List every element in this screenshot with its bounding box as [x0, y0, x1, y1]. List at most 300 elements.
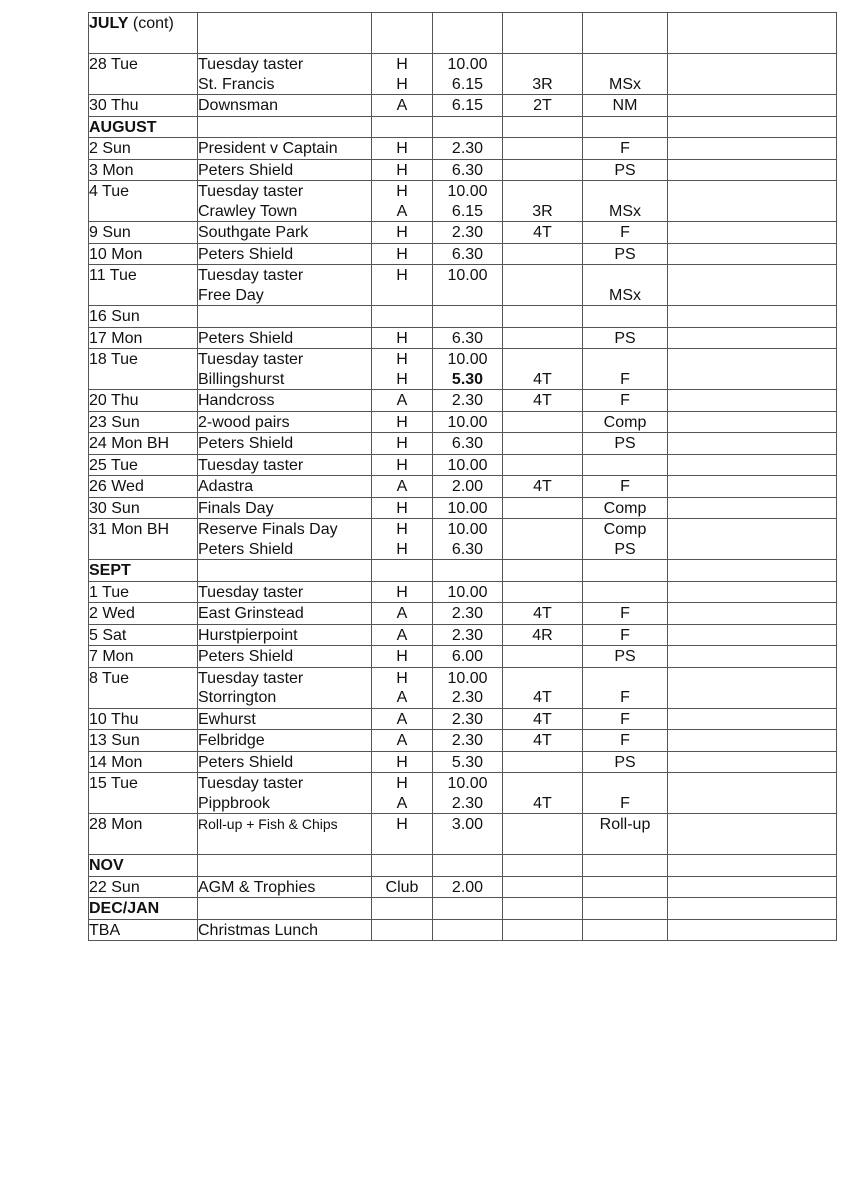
type-text: [583, 307, 667, 327]
time-text: 10.00: [447, 521, 488, 538]
team-text: [503, 753, 582, 773]
home-away-text: H: [396, 669, 408, 687]
month-row: [89, 898, 837, 920]
fixture-time: [433, 243, 503, 265]
fixture-team: [503, 159, 583, 181]
home-away-text: A: [396, 732, 408, 749]
fixture-event: [198, 519, 372, 560]
fixture-team: [503, 433, 583, 455]
fixture-time: [433, 327, 503, 349]
fixture-home-away: [372, 349, 433, 390]
fixture-date: 14 Mon: [89, 751, 198, 773]
team-text: 4T: [533, 732, 552, 749]
fixture-team: [503, 919, 583, 941]
type-text: Comp: [603, 499, 647, 517]
fixture-team: [503, 497, 583, 519]
fixture-type: [583, 181, 668, 222]
fixture-home-away: [372, 919, 433, 941]
fixture-row: [89, 876, 837, 898]
fixture-event: [198, 306, 372, 328]
home-away-text: H: [396, 413, 408, 431]
type-text: [583, 669, 667, 689]
fixture-event: [198, 476, 372, 498]
fixture-time: [433, 306, 503, 328]
empty-cell: [198, 898, 372, 920]
home-away-text: H: [396, 435, 408, 452]
empty-cell: [372, 13, 433, 54]
home-away-text: H: [396, 648, 408, 665]
fixture-team: [503, 222, 583, 244]
fixture-time: [433, 730, 503, 752]
type-text: [583, 456, 667, 476]
fixture-time: [433, 454, 503, 476]
fixture-home-away: [372, 454, 433, 476]
fixture-time: [433, 159, 503, 181]
type-text: F: [620, 224, 630, 241]
event-text: Crawley Town: [198, 202, 298, 220]
empty-cell: [668, 454, 837, 476]
team-text: [503, 307, 582, 327]
team-text: [503, 182, 582, 202]
type-text: Roll-up: [599, 816, 651, 833]
event-text: Tuesday taster: [198, 56, 304, 73]
event-text: Peters Shield: [198, 435, 294, 452]
type-text: F: [620, 689, 630, 706]
type-text: [583, 774, 667, 794]
fixture-type: [583, 349, 668, 390]
type-text: MSx: [609, 202, 641, 220]
home-away-text: A: [396, 626, 408, 644]
fixture-team: [503, 265, 583, 306]
fixture-time: [433, 411, 503, 433]
fixture-type: [583, 730, 668, 752]
fixture-date: 2 Wed: [89, 603, 198, 625]
home-away-text: H: [396, 183, 408, 200]
time-text: 3.00: [451, 816, 484, 833]
fixture-team: [503, 390, 583, 412]
team-text: [503, 774, 582, 794]
event-text: Tuesday taster: [198, 183, 304, 200]
time-text: 2.30: [451, 605, 484, 622]
fixture-type: [583, 390, 668, 412]
fixture-date: 1 Tue: [89, 581, 198, 603]
team-text: [503, 921, 582, 941]
fixture-event: [198, 349, 372, 390]
type-text: [583, 55, 667, 75]
empty-cell: [198, 116, 372, 138]
type-text: F: [620, 732, 630, 749]
fixture-type: [583, 454, 668, 476]
type-text: [583, 266, 667, 286]
event-text: Reserve Finals Day: [198, 521, 338, 538]
fixture-row: [89, 433, 837, 455]
event-text: Tuesday taster: [198, 775, 304, 792]
home-away-text: H: [396, 456, 408, 474]
team-text: [503, 499, 582, 519]
fixture-time: [433, 581, 503, 603]
fixture-row: [89, 54, 837, 95]
event-text: Hurstpierpoint: [198, 626, 298, 644]
fixture-type: [583, 581, 668, 603]
fixture-type: [583, 876, 668, 898]
empty-cell: [668, 773, 837, 814]
type-text: PS: [614, 245, 636, 263]
fixture-home-away: [372, 327, 433, 349]
fixture-row: [89, 581, 837, 603]
fixture-time: [433, 138, 503, 160]
event-text: Handcross: [198, 392, 275, 409]
time-text: 6.00: [451, 648, 484, 665]
fixture-time: [433, 390, 503, 412]
event-text: Finals Day: [198, 499, 274, 517]
month-row: [89, 116, 837, 138]
fixture-event: [198, 646, 372, 668]
home-away-text: A: [396, 392, 408, 409]
empty-cell: [668, 855, 837, 877]
time-text: 10.00: [447, 499, 488, 517]
type-text: F: [620, 626, 630, 644]
team-text: [503, 139, 582, 159]
fixture-time: [433, 919, 503, 941]
fixture-home-away: [372, 497, 433, 519]
fixture-date: 15 Tue: [89, 773, 198, 814]
home-away-text: H: [396, 521, 408, 538]
event-text: Peters Shield: [198, 245, 294, 263]
fixture-type: [583, 476, 668, 498]
fixture-row: [89, 730, 837, 752]
empty-cell: [668, 265, 837, 306]
type-text: Comp: [603, 521, 647, 538]
fixture-date: 4 Tue: [89, 181, 198, 222]
fixture-type: [583, 327, 668, 349]
empty-cell: [583, 855, 668, 877]
fixture-home-away: [372, 708, 433, 730]
fixture-time: [433, 876, 503, 898]
time-text: [433, 286, 502, 306]
fixture-home-away: [372, 243, 433, 265]
team-text: [503, 456, 582, 476]
type-text: F: [620, 605, 630, 622]
fixture-event: [198, 581, 372, 603]
fixture-event: [198, 243, 372, 265]
empty-cell: [668, 730, 837, 752]
team-text: [503, 55, 582, 75]
fixture-team: [503, 327, 583, 349]
empty-cell: [583, 116, 668, 138]
fixture-row: [89, 243, 837, 265]
fixture-time: [433, 667, 503, 708]
empty-cell: [668, 519, 837, 560]
fixture-row: [89, 181, 837, 222]
type-text: PS: [614, 435, 636, 452]
fixture-event: [198, 390, 372, 412]
type-text: F: [620, 140, 630, 157]
event-text: Peters Shield: [198, 648, 294, 665]
empty-cell: [503, 116, 583, 138]
fixtures-table: [88, 12, 837, 941]
home-away-text: H: [396, 224, 408, 241]
type-text: [583, 182, 667, 202]
time-text: 10.00: [447, 775, 488, 792]
fixture-event: [198, 814, 372, 855]
fixture-home-away: [372, 519, 433, 560]
fixture-date: 3 Mon: [89, 159, 198, 181]
fixture-team: [503, 667, 583, 708]
home-away-text: H: [396, 161, 408, 179]
fixture-date: 24 Mon BH: [89, 433, 198, 455]
fixture-type: [583, 708, 668, 730]
fixture-date: 31 Mon BH: [89, 519, 198, 560]
fixture-time: [433, 476, 503, 498]
fixture-home-away: [372, 667, 433, 708]
fixture-home-away: [372, 159, 433, 181]
fixture-event: [198, 327, 372, 349]
time-text: 2.00: [451, 878, 484, 896]
time-text: 6.15: [451, 97, 484, 114]
empty-cell: [433, 560, 503, 582]
fixture-type: [583, 603, 668, 625]
home-away-text: H: [396, 540, 408, 558]
fixture-team: [503, 181, 583, 222]
empty-cell: [668, 349, 837, 390]
home-away-text: A: [396, 689, 408, 706]
fixture-time: [433, 433, 503, 455]
home-away-text: Club: [385, 878, 419, 896]
time-text: 10.00: [447, 267, 488, 284]
home-away-text: H: [396, 816, 408, 833]
event-text: Tuesday taster: [198, 583, 304, 601]
fixture-team: [503, 581, 583, 603]
event-text: Storrington: [198, 689, 277, 706]
fixture-home-away: [372, 138, 433, 160]
empty-cell: [668, 624, 837, 646]
fixture-row: [89, 603, 837, 625]
month-row: [89, 560, 837, 582]
empty-cell: [583, 560, 668, 582]
fixture-row: [89, 95, 837, 117]
fixture-row: [89, 708, 837, 730]
fixture-row: [89, 411, 837, 433]
fixture-team: [503, 138, 583, 160]
fixture-event: [198, 454, 372, 476]
empty-cell: [372, 855, 433, 877]
home-away-text: H: [396, 56, 408, 73]
fixture-date: 13 Sun: [89, 730, 198, 752]
event-text: Adastra: [198, 478, 254, 495]
fixture-type: [583, 919, 668, 941]
fixture-event: [198, 773, 372, 814]
home-away-text: H: [396, 753, 408, 771]
home-away-text: A: [396, 478, 408, 495]
fixture-date: 17 Mon: [89, 327, 198, 349]
fixture-home-away: [372, 476, 433, 498]
empty-cell: [668, 603, 837, 625]
fixture-home-away: [372, 433, 433, 455]
event-text: Peters Shield: [198, 329, 294, 347]
fixture-row: [89, 349, 837, 390]
fixture-row: [89, 814, 837, 855]
fixture-type: [583, 433, 668, 455]
fixture-time: [433, 624, 503, 646]
home-away-text: A: [396, 202, 408, 220]
event-text: Free Day: [198, 286, 264, 304]
fixture-event: [198, 708, 372, 730]
fixture-row: [89, 476, 837, 498]
event-text: 2-wood pairs: [198, 413, 290, 431]
fixture-home-away: [372, 265, 433, 306]
fixture-date: 10 Mon: [89, 243, 198, 265]
month-row-july: [89, 13, 837, 54]
fixture-date: 28 Mon: [89, 814, 198, 855]
fixture-time: [433, 349, 503, 390]
type-text: F: [620, 710, 630, 728]
fixture-type: [583, 159, 668, 181]
home-away-text: A: [396, 794, 408, 812]
fixture-date: 11 Tue: [89, 265, 198, 306]
fixture-time: [433, 646, 503, 668]
team-text: [503, 266, 582, 286]
fixture-event: [198, 603, 372, 625]
fixture-type: [583, 667, 668, 708]
type-text: [583, 921, 667, 941]
fixture-team: [503, 876, 583, 898]
event-text: Peters Shield: [198, 753, 294, 771]
empty-cell: [668, 581, 837, 603]
fixture-time: [433, 222, 503, 244]
home-away-text: H: [396, 329, 408, 347]
type-text: [583, 350, 667, 370]
empty-cell: [668, 222, 837, 244]
empty-cell: [372, 560, 433, 582]
event-text: Tuesday taster: [198, 267, 304, 284]
home-away-text: A: [396, 710, 408, 728]
fixture-home-away: [372, 751, 433, 773]
event-text: Tuesday taster: [198, 351, 304, 368]
time-text: 2.30: [451, 626, 484, 644]
event-text: AGM & Trophies: [198, 878, 316, 896]
event-text: St. Francis: [198, 75, 275, 93]
fixture-type: [583, 773, 668, 814]
fixture-event: [198, 411, 372, 433]
fixture-date: 9 Sun: [89, 222, 198, 244]
event-text: President v Captain: [198, 140, 338, 157]
fixture-type: [583, 95, 668, 117]
fixture-home-away: [372, 54, 433, 95]
fixture-team: [503, 730, 583, 752]
event-text: Southgate Park: [198, 224, 309, 241]
home-away-text: A: [396, 97, 408, 114]
type-text: PS: [614, 161, 636, 179]
fixture-row: [89, 265, 837, 306]
empty-cell: [668, 327, 837, 349]
fixture-time: [433, 265, 503, 306]
fixture-team: [503, 646, 583, 668]
empty-cell: [668, 181, 837, 222]
empty-cell: [198, 560, 372, 582]
fixture-type: [583, 222, 668, 244]
time-text: 6.30: [451, 329, 484, 347]
empty-cell: [668, 667, 837, 708]
team-text: [503, 520, 582, 540]
fixture-time: [433, 751, 503, 773]
empty-cell: [372, 898, 433, 920]
fixture-type: [583, 138, 668, 160]
time-text: [433, 921, 502, 941]
home-away-text: H: [396, 140, 408, 157]
fixture-team: [503, 751, 583, 773]
fixture-event: [198, 95, 372, 117]
empty-cell: [668, 411, 837, 433]
fixture-row: [89, 497, 837, 519]
month-label-july: [89, 13, 198, 54]
event-text: Felbridge: [198, 732, 265, 749]
event-text: Tuesday taster: [198, 456, 304, 474]
empty-cell: [668, 898, 837, 920]
event-text: Downsman: [198, 97, 279, 114]
home-away-text: [372, 921, 432, 941]
fixture-date: 25 Tue: [89, 454, 198, 476]
team-text: [503, 434, 582, 454]
fixture-date: 5 Sat: [89, 624, 198, 646]
type-text: PS: [614, 648, 636, 665]
empty-cell: [668, 497, 837, 519]
fixture-home-away: [372, 181, 433, 222]
fixture-event: [198, 54, 372, 95]
empty-cell: [433, 898, 503, 920]
team-text: 4T: [533, 224, 552, 241]
fixture-team: [503, 411, 583, 433]
fixture-event: [198, 138, 372, 160]
team-text: 4T: [533, 689, 552, 706]
empty-cell: [668, 708, 837, 730]
team-text: 2T: [533, 97, 552, 114]
fixture-date: 2 Sun: [89, 138, 198, 160]
time-text: 10.00: [447, 413, 488, 431]
time-text: 2.00: [451, 478, 484, 495]
team-text: [503, 286, 582, 306]
month-label: SEPT: [89, 560, 198, 582]
home-away-text: H: [396, 583, 408, 601]
fixture-home-away: [372, 581, 433, 603]
time-text: 2.30: [451, 794, 484, 812]
home-away-text: [372, 286, 432, 306]
fixture-type: [583, 265, 668, 306]
empty-cell: [668, 13, 837, 54]
team-text: [503, 350, 582, 370]
event-text: Tuesday taster: [198, 669, 304, 687]
fixture-home-away: [372, 306, 433, 328]
home-away-text: H: [396, 75, 408, 93]
fixture-home-away: [372, 603, 433, 625]
fixture-event: [198, 181, 372, 222]
fixture-team: [503, 814, 583, 855]
empty-cell: [668, 390, 837, 412]
team-text: 4T: [533, 478, 552, 495]
fixture-time: [433, 519, 503, 560]
fixture-date: 30 Sun: [89, 497, 198, 519]
fixture-team: [503, 306, 583, 328]
type-text: F: [620, 370, 630, 388]
empty-cell: [668, 476, 837, 498]
fixture-date: TBA: [89, 919, 198, 941]
empty-cell: [503, 13, 583, 54]
fixture-date: 30 Thu: [89, 95, 198, 117]
fixture-team: [503, 243, 583, 265]
month-label: DEC/JAN: [89, 898, 198, 920]
fixture-home-away: [372, 411, 433, 433]
time-text: 6.30: [451, 161, 484, 179]
month-row: [89, 855, 837, 877]
